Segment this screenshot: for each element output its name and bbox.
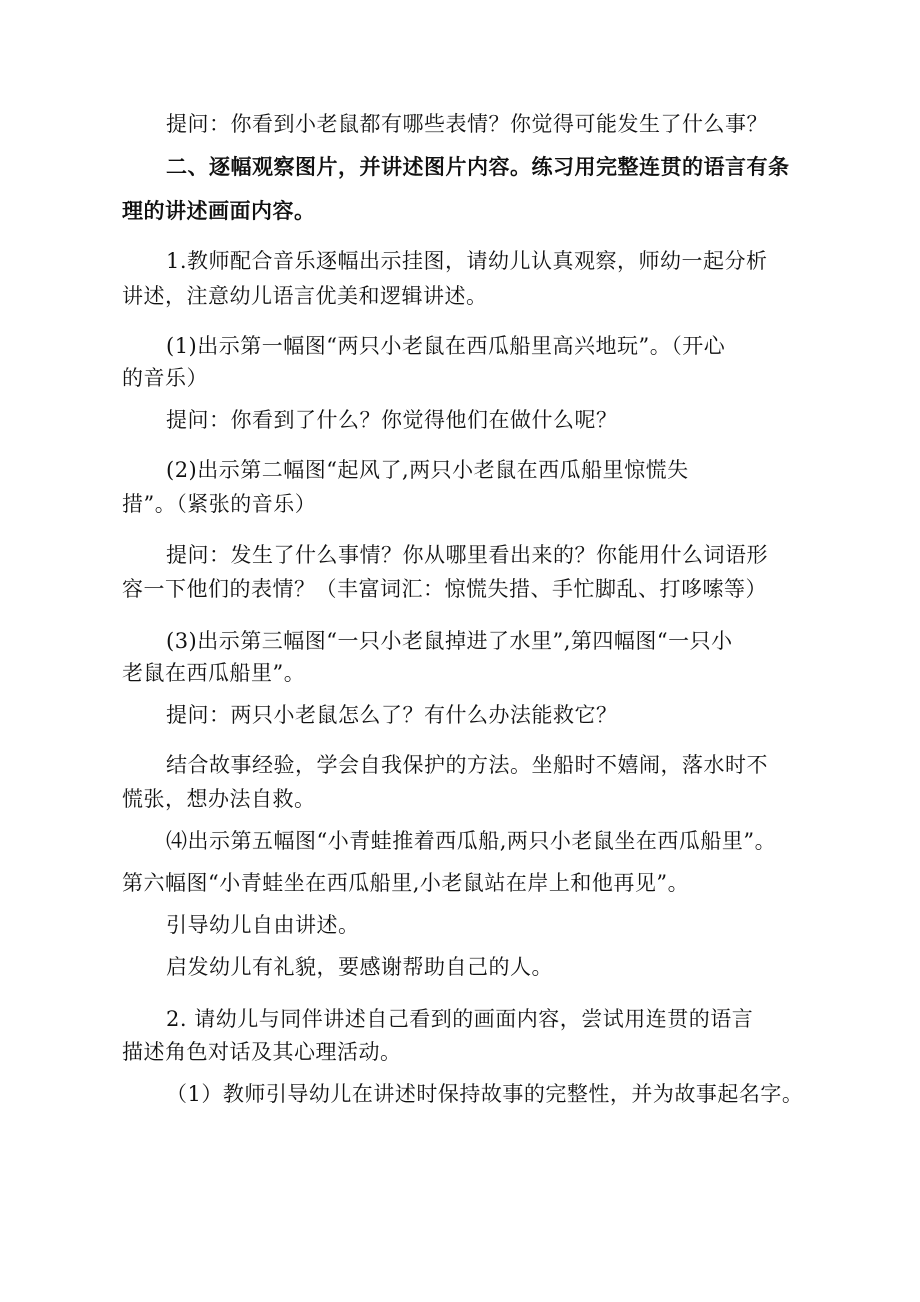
text-line-free-narration: 引导幼儿自由讲述。 bbox=[166, 913, 360, 937]
section-heading-continued: 理的讲述画面内容。 bbox=[122, 199, 316, 223]
text-line-step-1-continued: 讲述，注意幼儿语言优美和逻辑讲述。 bbox=[122, 284, 488, 308]
text-line-picture-5: ⑷出示第五幅图“小青蛙推着西瓜船,两只小老鼠坐在西瓜船里”。 bbox=[166, 829, 777, 853]
text-line-question-picture-2: 提问：发生了什么事情？你从哪里看出来的？你能用什么词语形 bbox=[166, 543, 768, 567]
section-heading: 二、逐幅观察图片，并讲述图片内容。练习用完整连贯的语言有条 bbox=[166, 155, 790, 179]
text-line-story-name: （1）教师引导幼儿在讲述时保持故事的完整性，并为故事起名字。 bbox=[166, 1082, 804, 1106]
text-line-picture-1: (1)出示第一幅图“两只小老鼠在西瓜船里高兴地玩”。（开心 bbox=[166, 334, 726, 358]
text-line-picture-2: (2)出示第二幅图“起风了,两只小老鼠在西瓜船里惊慌失 bbox=[166, 458, 689, 482]
text-line-question-picture-3-4: 提问：两只小老鼠怎么了？有什么办法能救它？ bbox=[166, 703, 618, 727]
text-line-picture-2-continued: 措”。（紧张的音乐） bbox=[122, 492, 317, 516]
text-line-self-protection-continued: 慌张，想办法自救。 bbox=[122, 787, 316, 811]
text-line-self-protection: 结合故事经验，学会自我保护的方法。坐船时不嬉闹，落水时不 bbox=[166, 753, 768, 777]
text-line-step-1: 1.教师配合音乐逐幅出示挂图，请幼儿认真观察，师幼一起分析 bbox=[166, 249, 768, 273]
text-line-picture-3-4: (3)出示第三幅图“一只小老鼠掉进了水里”,第四幅图“一只小 bbox=[166, 629, 733, 653]
text-line-question-picture-1: 提问：你看到了什么？你觉得他们在做什么呢？ bbox=[166, 408, 618, 432]
text-line-question-picture-2-continued: 容一下他们的表情？（丰富词汇：惊慌失措、手忙脚乱、打哆嗦等） bbox=[122, 577, 767, 601]
text-line-step-2: 2. 请幼儿与同伴讲述自己看到的画面内容，尝试用连贯的语言 bbox=[166, 1007, 754, 1031]
text-line-question-expressions: 提问：你看到小老鼠都有哪些表情？你觉得可能发生了什么事？ bbox=[166, 112, 768, 136]
text-line-politeness: 启发幼儿有礼貌，要感谢帮助自己的人。 bbox=[166, 955, 553, 979]
text-line-picture-3-4-continued: 老鼠在西瓜船里”。 bbox=[122, 661, 306, 685]
text-line-picture-1-continued: 的音乐） bbox=[122, 366, 208, 390]
text-line-step-2-continued: 描述角色对话及其心理活动。 bbox=[122, 1040, 402, 1064]
text-line-picture-6: 第六幅图“小青蛙坐在西瓜船里,小老鼠站在岸上和他再见”。 bbox=[122, 871, 690, 895]
